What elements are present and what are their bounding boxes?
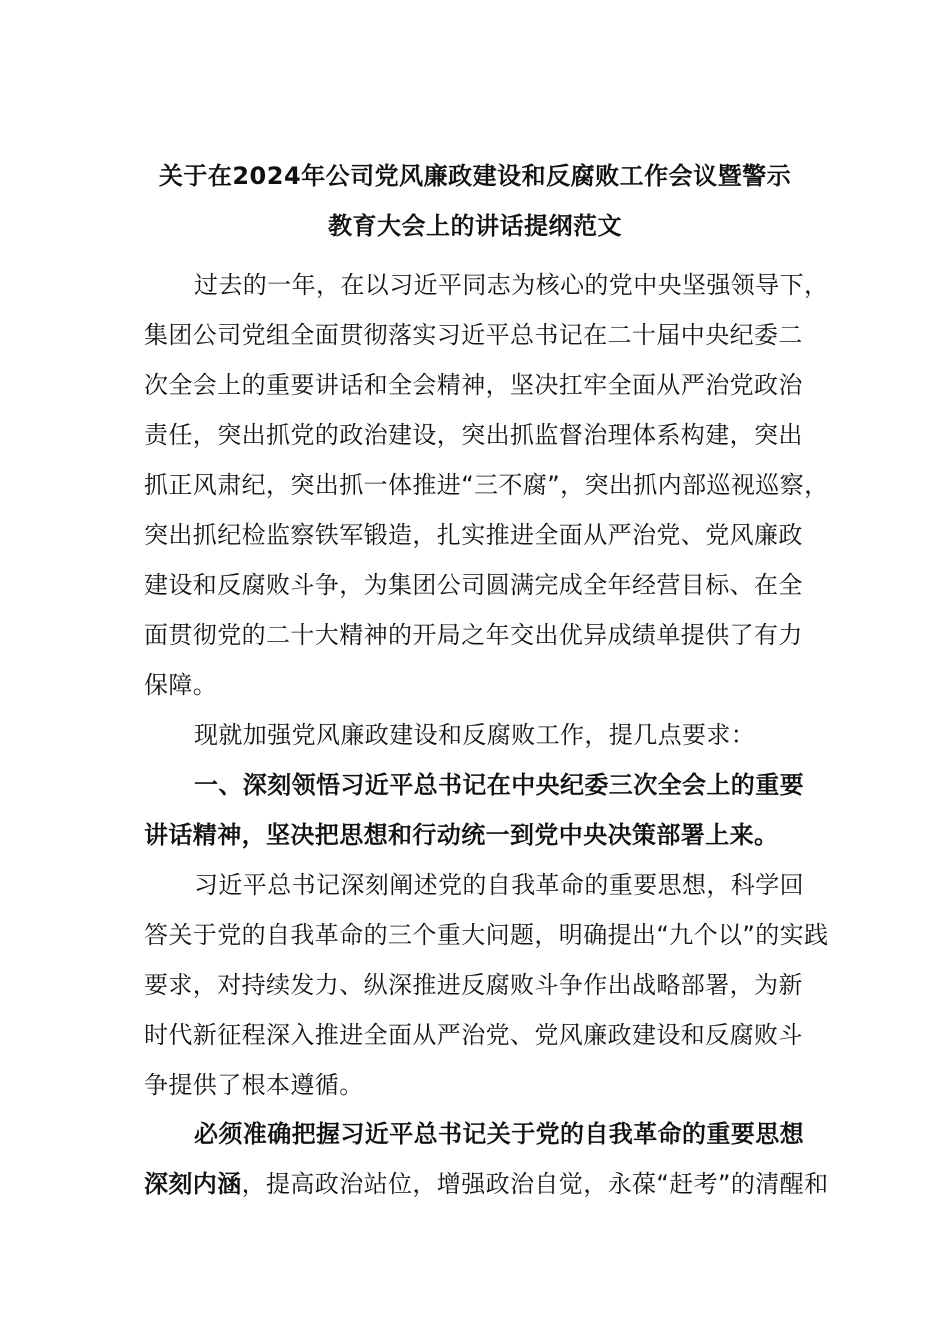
paragraph-1-line: 责任，突出抓党的政治建设，突出抓监督治理体系构建，突出 xyxy=(144,421,803,449)
paragraph-1-line: 面贯彻党的二十大精神的开局之年交出优异成绩单提供了有力 xyxy=(144,621,803,649)
paragraph-4-bold-line: 必须准确把握习近平总书记关于党的自我革命的重要思想 xyxy=(194,1120,804,1148)
paragraph-3-line: 时代新征程深入推进全面从严治党、党风廉政建设和反腐败斗 xyxy=(144,1021,803,1049)
section-heading-1: 讲话精神，坚决把思想和行动统一到党中央决策部署上来。 xyxy=(144,821,779,849)
paragraph-1-line: 次全会上的重要讲话和全会精神，坚决扛牢全面从严治党政治 xyxy=(144,371,803,399)
paragraph-3-line: 要求，对持续发力、纵深推进反腐败斗争作出战略部署，为新 xyxy=(144,971,803,999)
paragraph-2: 现就加强党风廉政建设和反腐败工作，提几点要求： xyxy=(194,721,756,749)
paragraph-1-line: 集团公司党组全面贯彻落实习近平总书记在二十届中央纪委二 xyxy=(144,321,803,349)
paragraph-1-line: 突出抓纪检监察铁军锻造，扎实推进全面从严治党、党风廉政 xyxy=(144,521,803,549)
paragraph-4-line xyxy=(144,1168,828,1200)
paragraph-3-line: 习近平总书记深刻阐述党的自我革命的重要思想，科学回 xyxy=(194,871,804,899)
title-line-2: 教育大会上的讲话提纲范文 xyxy=(328,212,622,240)
section-heading-1: 一、深刻领悟习近平总书记在中央纪委三次全会上的重要 xyxy=(194,771,804,799)
paragraph-4-bold-phrase: 深刻内涵 xyxy=(144,1170,242,1198)
paragraph-3-line: 答关于党的自我革命的三个重大问题，明确提出“九个以”的实践 xyxy=(144,921,829,949)
paragraph-1-line: 保障。 xyxy=(144,671,218,699)
paragraph-1-line: 建设和反腐败斗争，为集团公司圆满完成全年经营目标、在全 xyxy=(144,571,803,599)
paragraph-1-line: 抓正风肃纪，突出抓一体推进“三不腐”，突出抓内部巡视巡察， xyxy=(144,471,829,499)
title-line-1: 关于在2024年公司党风廉政建设和反腐败工作会议暨警示 xyxy=(158,162,792,190)
paragraph-1-line: 过去的一年，在以习近平同志为核心的党中央坚强领导下， xyxy=(194,271,829,299)
paragraph-4-text: ，提高政治站位，增强政治自觉，永葆“赶考”的清醒和 xyxy=(241,1170,829,1198)
paragraph-3-line: 争提供了根本遵循。 xyxy=(144,1071,364,1099)
